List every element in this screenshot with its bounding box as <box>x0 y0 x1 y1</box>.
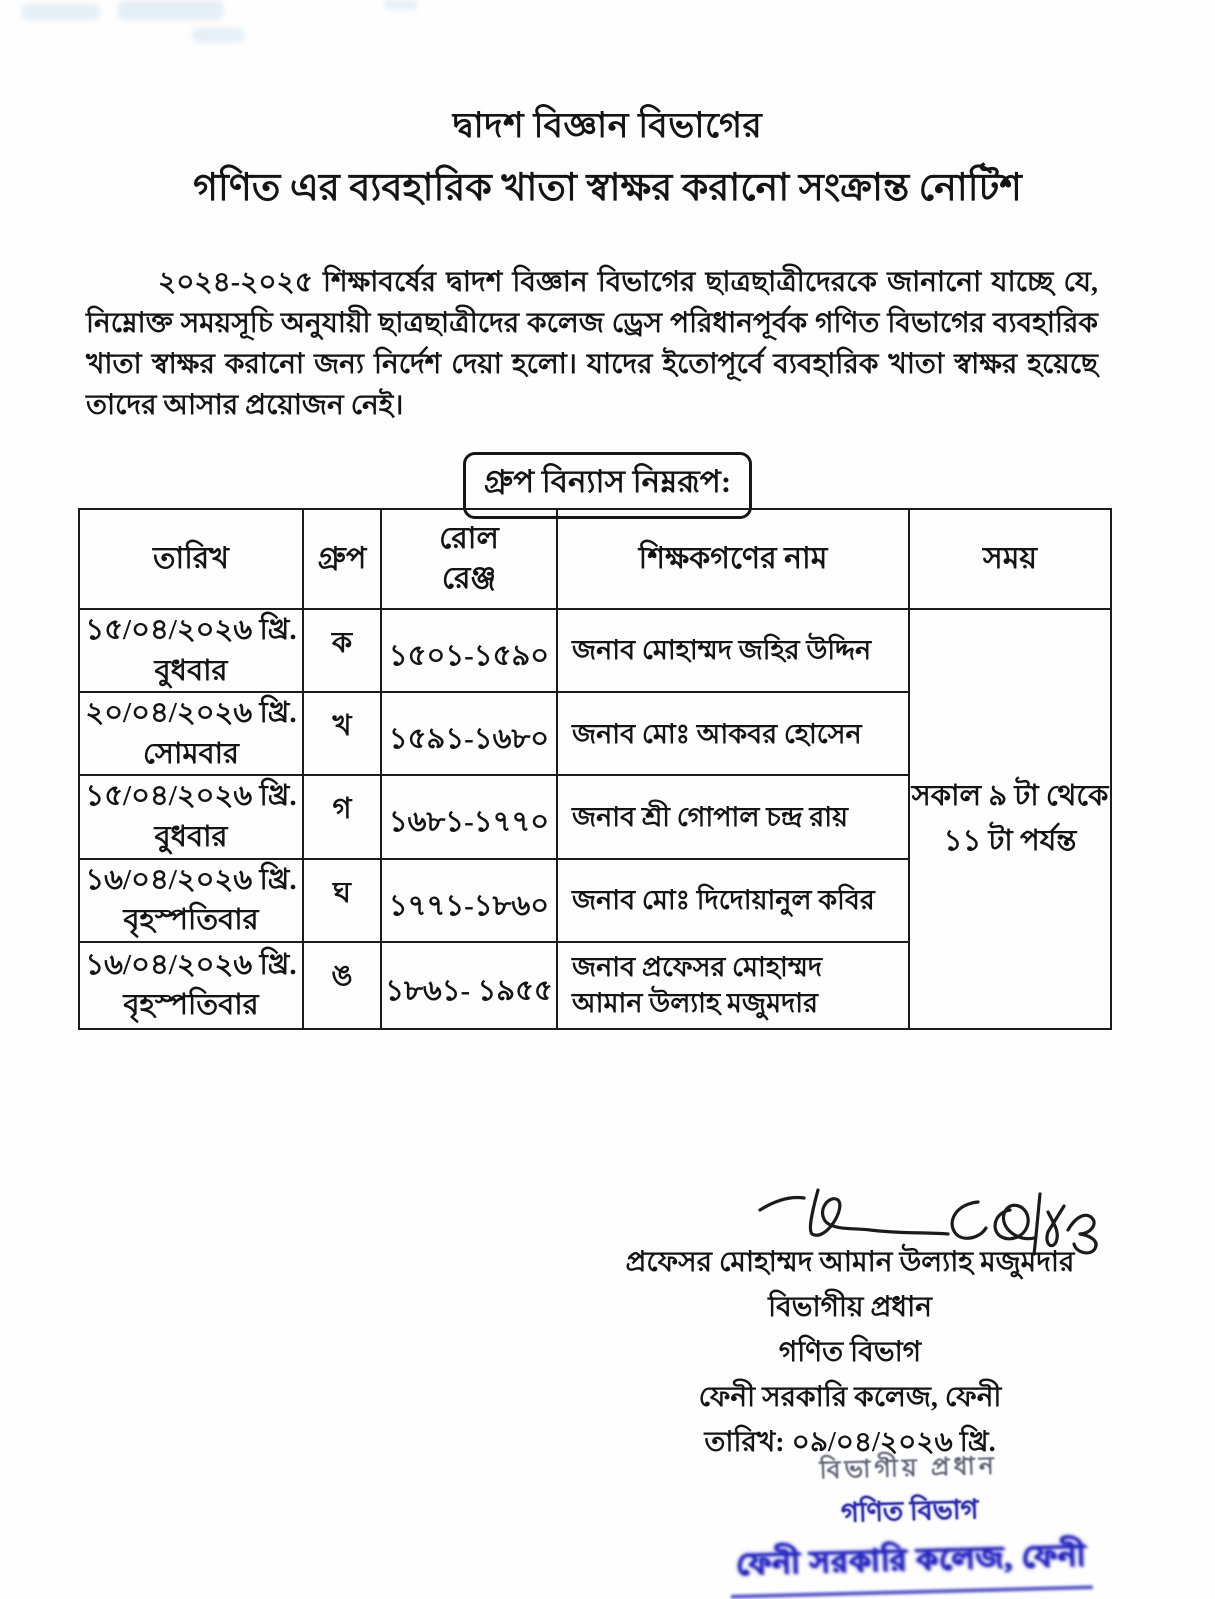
date-value: ১৬/০৪/২০২৬ খ্রি. <box>85 863 297 896</box>
signature-block <box>560 1240 1140 1465</box>
stamp-designation: বিভাগীয় প্রধান <box>819 1452 999 1485</box>
scan-smudge <box>384 0 418 9</box>
table-caption: গ্রুপ বিন্যাস নিম্নরূপ: <box>463 452 752 519</box>
header-time: সময় <box>909 509 1111 609</box>
scan-smudge <box>192 28 244 42</box>
date-cell <box>79 609 303 692</box>
teacher-cell: জনাব শ্রী গোপাল চন্দ্র রায় <box>557 775 909 858</box>
day-value: সোমবার <box>143 737 239 770</box>
header-teacher-name: শিক্ষকগণের নাম <box>557 509 909 609</box>
day-value: বুধবার <box>154 654 228 687</box>
roll-range-cell: ১৮৬১- ১৯৫৫ <box>381 942 557 1029</box>
signatory-institution: ফেনী সরকারি কলেজ, ফেনী <box>698 1382 1002 1413</box>
header-group: গ্রুপ <box>303 509 381 609</box>
date-cell <box>79 859 303 942</box>
table-row <box>79 609 1111 692</box>
date-value: ২০/০৪/২০২৬ খ্রি. <box>85 697 297 730</box>
office-stamp <box>698 1443 1122 1599</box>
scan-smudge <box>22 4 100 20</box>
signatory-department: গণিত বিভাগ <box>778 1337 922 1368</box>
signature-date: তারিখ: ০৯/০৪/২০২৬ খ্রি. <box>704 1427 996 1458</box>
header-roll-range <box>381 509 557 609</box>
teacher-cell: জনাব প্রফেসর মোহাম্মদ আমান উল্যাহ মজুমদার <box>557 942 909 1029</box>
roll-range-cell: ১৫৯১-১৬৮০ <box>381 692 557 775</box>
date-value: ১৫/০৪/২০২৬ খ্রি. <box>85 614 297 646</box>
stamp-institution: ফেনী সরকারি কলেজ, ফেনী <box>729 1531 1093 1598</box>
group-cell: খ <box>303 692 381 775</box>
time-line2: ১১ টা পর্যন্ত <box>943 824 1077 857</box>
group-cell: ঙ <box>303 942 381 1029</box>
date-value: ১৬/০৪/২০২৬ খ্রি. <box>85 948 297 981</box>
date-cell <box>79 775 303 858</box>
teacher-cell: জনাব মোঃ দিদোয়ানুল কবির <box>557 859 909 942</box>
group-cell: ঘ <box>303 859 381 942</box>
teacher-cell: জনাব মোহাম্মদ জহির উদ্দিন <box>557 609 909 692</box>
signatory-designation: বিভাগীয় প্রধান <box>768 1292 932 1323</box>
header-roll-range-text: রোল রেঞ্জ <box>439 521 499 595</box>
roll-range-cell: ১৬৮১-১৭৭০ <box>381 775 557 858</box>
time-cell <box>909 609 1111 1029</box>
day-value: বুধবার <box>154 820 228 853</box>
notice-body-paragraph: ২০২৪-২০২৫ শিক্ষাবর্ষের দ্বাদশ বিজ্ঞান বিভাগের ছাত্রছাত্রীদেরকে জানানো যাচ্ছে যে, নিম্নোক্ত সময়সূচি অনুযায়ী ছাত্রছাত্রীদের কলেজ ড্রেস পরিধানপূর্বক গণিত বিভাগের ব্যবহারিক খাতা স্বাক্ষর করানো জন্য নির্দেশ দেয়া হলো। যাদের ইতোপূর্বে ব্যবহারিক খাতা স্বাক্ষর হয়েছে তাদের আসার প্রয়োজন নেই। <box>86 267 1098 421</box>
group-schedule-table <box>78 508 1112 1030</box>
header-date: তারিখ <box>79 509 303 609</box>
roll-range-cell: ১৫০১-১৫৯০ <box>381 609 557 692</box>
date-cell <box>79 692 303 775</box>
group-cell: গ <box>303 775 381 858</box>
notice-title-line1: দ্বাদশ বিজ্ঞান বিভাগের <box>452 106 763 145</box>
time-line1: সকাল ৯ টা থেকে <box>911 779 1109 812</box>
group-cell: ক <box>303 609 381 692</box>
roll-range-cell: ১৭৭১-১৮৬০ <box>381 859 557 942</box>
signatory-name: প্রফেসর মোহাম্মদ আমান উল্যাহ মজুমদার <box>625 1247 1075 1278</box>
table-header-row <box>79 509 1111 609</box>
day-value: বৃহস্পতিবার <box>123 904 259 937</box>
scan-smudge <box>118 0 223 20</box>
notice-title-line2: গণিত এর ব্যবহারিক খাতা স্বাক্ষর করানো সংক্রান্ত নোটিশ <box>193 167 1022 209</box>
date-cell <box>79 942 303 1029</box>
date-value: ১৫/০৪/২০২৬ খ্রি. <box>85 780 297 813</box>
day-value: বৃহস্পতিবার <box>123 989 259 1022</box>
stamp-department: গণিত বিভাগ <box>840 1494 979 1528</box>
teacher-cell: জনাব মোঃ আকবর হোসেন <box>557 692 909 775</box>
